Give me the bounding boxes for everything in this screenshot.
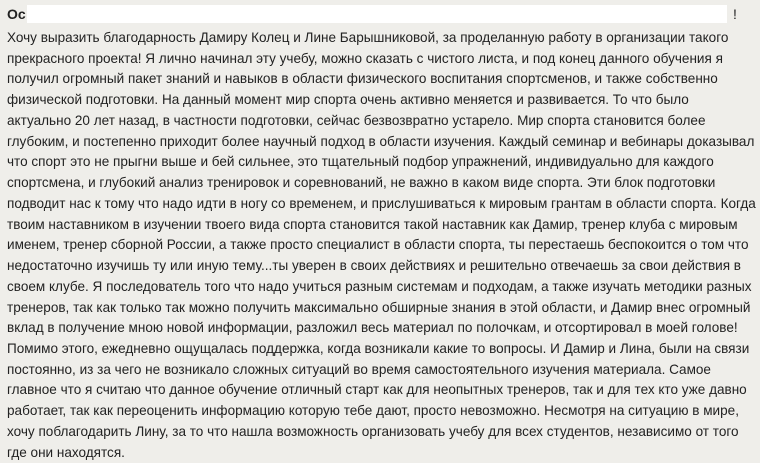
review-author-prefix: Ос <box>7 6 26 22</box>
review-title-end: ! <box>733 6 737 22</box>
redacted-name-block <box>27 5 727 23</box>
review-body-text: Хочу выразить благодарность Дамиру Колец и Лине Барышниковой, за проделанную работу в организации такого прекрасного проекта! Я лично начинал эту учебу, можно сказать с чистого листа, и под конец данного обучения я получил огромный пакет знаний и навыков в области физического воспитания спортсменов, и также собственно физической подготовки. На данный момент мир спорта очень активно меняется и развивается. То что было актуально 20 лет назад, в частности подготовки, сейчас безвозвратно устарело. Мир спорта становится более глубоким, и постепенно приходит более научный подход в области изучения. Каждый семинар и вебинары доказывал что спорт это не прыгни выше и бей сильнее, это тщательный подбор упражнений, индивидуально для каждого спортсмена, и глубокий анализ тренировок и соревнований, не важно в каком виде спорта. Эти блок подготовки подводит нас к тому что надо идти в ногу со временем, и прислушиваться к мировым грантам в области спорта. Когда твоим наставником в изучении твоего вида спорта становится такой наставник как Дамир, тренер клуба с мировым именем, тренер сборной России, а также просто специалист в области спорта, ты перестаешь беспокоится о том что недостаточно изучишь ту или иную тему...ты уверен в своих действиях и решительно отвечаешь за свои действия в своем клубе. Я последователь того что надо учиться разным системам и подходам, а также изучать методики разных тренеров, так как только так можно получить максимально обширные знания в этой области, и Дамир внес огромный вклад в получение мною новой информации, разложил весь материал по полочкам, и отсортировал в моей голове! Помимо этого, ежедневно ощущалась поддержка, когда возникали какие то вопросы. И Дамир и Лина, были на связи постоянно, из за чего не возникало сложных ситуаций во время самостоятельного изучения материала. Самое главное что я считаю что данное обучение отличный старт как для неопытных тренеров, так и для тех кто уже давно работает, так как переоценить информацию которую тебе дают, просто невозможно. Несмотря на ситуацию в мире, хочу поблагодарить Лину, за то что нашла возможность организовать учебу для всех студентов, независимо от того где они находятся. <box>7 30 756 460</box>
review-title-bar <box>0 0 760 27</box>
